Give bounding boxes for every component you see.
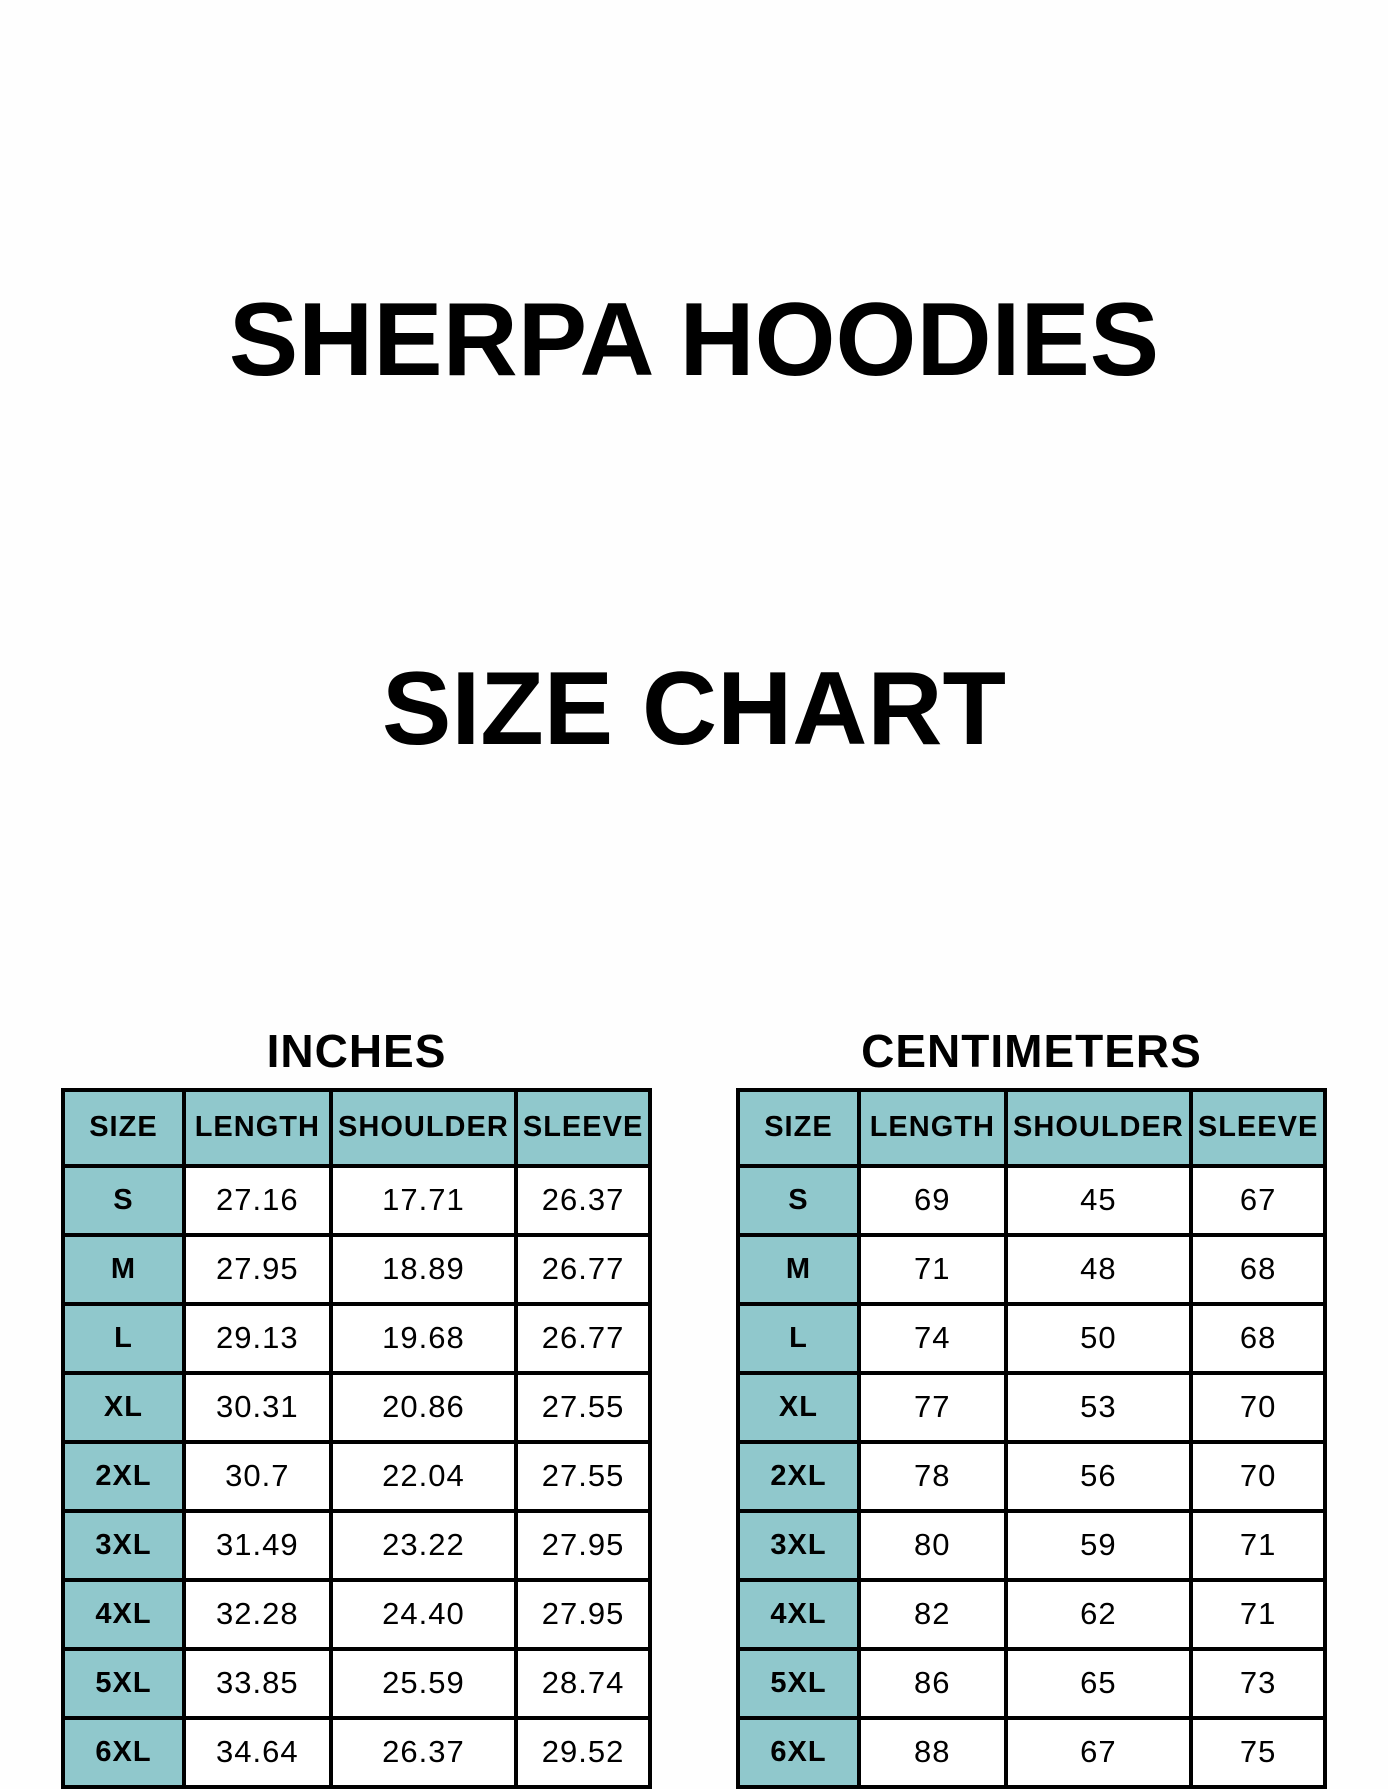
table-row-4xl xyxy=(63,1580,650,1649)
inches-table xyxy=(61,1088,652,1789)
page-title-line2: SIZE CHART xyxy=(382,650,1006,767)
table-row-m xyxy=(738,1235,1325,1304)
column-header-shoulder: SHOULDER xyxy=(331,1090,516,1166)
value-cell: 19.68 xyxy=(331,1304,516,1373)
value-cell: 26.77 xyxy=(516,1304,650,1373)
value-cell: 50 xyxy=(1006,1304,1191,1373)
value-cell: 27.55 xyxy=(516,1442,650,1511)
table-row-s xyxy=(738,1166,1325,1235)
column-header-sleeve: SLEEVE xyxy=(516,1090,650,1166)
value-cell: 62 xyxy=(1006,1580,1191,1649)
value-cell: 32.28 xyxy=(184,1580,331,1649)
size-cell: XL xyxy=(63,1373,184,1442)
value-cell: 30.7 xyxy=(184,1442,331,1511)
value-cell: 33.85 xyxy=(184,1649,331,1718)
value-cell: 17.71 xyxy=(331,1166,516,1235)
value-cell: 27.16 xyxy=(184,1166,331,1235)
centimeters-label: CENTIMETERS xyxy=(861,1024,1202,1077)
table-row-6xl xyxy=(63,1718,650,1787)
value-cell: 88 xyxy=(859,1718,1006,1787)
value-cell: 70 xyxy=(1191,1442,1325,1511)
inches-label: INCHES xyxy=(266,1024,447,1077)
size-cell: 3XL xyxy=(738,1511,859,1580)
value-cell: 80 xyxy=(859,1511,1006,1580)
header-row xyxy=(738,1090,1325,1166)
size-cell: 5XL xyxy=(738,1649,859,1718)
table-row-5xl xyxy=(738,1649,1325,1718)
column-header-size: SIZE xyxy=(738,1090,859,1166)
table-row-6xl xyxy=(738,1718,1325,1787)
column-header-length: LENGTH xyxy=(184,1090,331,1166)
size-cell: 6XL xyxy=(63,1718,184,1787)
value-cell: 59 xyxy=(1006,1511,1191,1580)
table-row-m xyxy=(63,1235,650,1304)
size-cell: XL xyxy=(738,1373,859,1442)
value-cell: 31.49 xyxy=(184,1511,331,1580)
size-cell: S xyxy=(63,1166,184,1235)
size-cell: L xyxy=(738,1304,859,1373)
value-cell: 20.86 xyxy=(331,1373,516,1442)
value-cell: 22.04 xyxy=(331,1442,516,1511)
page-title xyxy=(0,34,1388,1016)
value-cell: 65 xyxy=(1006,1649,1191,1718)
size-cell: L xyxy=(63,1304,184,1373)
value-cell: 29.52 xyxy=(516,1718,650,1787)
centimeters-table xyxy=(736,1088,1327,1789)
table-row-xl xyxy=(63,1373,650,1442)
size-cell: 2XL xyxy=(63,1442,184,1511)
value-cell: 73 xyxy=(1191,1649,1325,1718)
table-row-l xyxy=(738,1304,1325,1373)
centimeters-section xyxy=(736,1024,1327,1789)
table-row-s xyxy=(63,1166,650,1235)
value-cell: 23.22 xyxy=(331,1511,516,1580)
table-row-l xyxy=(63,1304,650,1373)
value-cell: 30.31 xyxy=(184,1373,331,1442)
value-cell: 28.74 xyxy=(516,1649,650,1718)
size-cell: 5XL xyxy=(63,1649,184,1718)
size-cell: 6XL xyxy=(738,1718,859,1787)
value-cell: 26.77 xyxy=(516,1235,650,1304)
value-cell: 68 xyxy=(1191,1235,1325,1304)
value-cell: 69 xyxy=(859,1166,1006,1235)
value-cell: 77 xyxy=(859,1373,1006,1442)
header-row xyxy=(63,1090,650,1166)
size-cell: 2XL xyxy=(738,1442,859,1511)
value-cell: 56 xyxy=(1006,1442,1191,1511)
value-cell: 27.95 xyxy=(516,1511,650,1580)
value-cell: 78 xyxy=(859,1442,1006,1511)
tables-row xyxy=(0,1024,1388,1789)
table-row-2xl xyxy=(63,1442,650,1511)
value-cell: 82 xyxy=(859,1580,1006,1649)
table-row-3xl xyxy=(738,1511,1325,1580)
page-title-line1: SHERPA HOODIES xyxy=(228,282,1160,399)
value-cell: 27.55 xyxy=(516,1373,650,1442)
value-cell: 70 xyxy=(1191,1373,1325,1442)
value-cell: 74 xyxy=(859,1304,1006,1373)
table-row-4xl xyxy=(738,1580,1325,1649)
value-cell: 71 xyxy=(859,1235,1006,1304)
value-cell: 48 xyxy=(1006,1235,1191,1304)
table-row-5xl xyxy=(63,1649,650,1718)
value-cell: 18.89 xyxy=(331,1235,516,1304)
value-cell: 25.59 xyxy=(331,1649,516,1718)
value-cell: 26.37 xyxy=(331,1718,516,1787)
value-cell: 29.13 xyxy=(184,1304,331,1373)
table-row-xl xyxy=(738,1373,1325,1442)
column-header-length: LENGTH xyxy=(859,1090,1006,1166)
value-cell: 26.37 xyxy=(516,1166,650,1235)
value-cell: 53 xyxy=(1006,1373,1191,1442)
inches-section xyxy=(61,1024,652,1789)
table-row-3xl xyxy=(63,1511,650,1580)
column-header-sleeve: SLEEVE xyxy=(1191,1090,1325,1166)
value-cell: 67 xyxy=(1191,1166,1325,1235)
size-cell: S xyxy=(738,1166,859,1235)
column-header-shoulder: SHOULDER xyxy=(1006,1090,1191,1166)
value-cell: 27.95 xyxy=(516,1580,650,1649)
value-cell: 71 xyxy=(1191,1580,1325,1649)
value-cell: 71 xyxy=(1191,1511,1325,1580)
size-cell: M xyxy=(63,1235,184,1304)
value-cell: 86 xyxy=(859,1649,1006,1718)
column-header-size: SIZE xyxy=(63,1090,184,1166)
size-cell: 4XL xyxy=(63,1580,184,1649)
size-cell: M xyxy=(738,1235,859,1304)
value-cell: 45 xyxy=(1006,1166,1191,1235)
table-row-2xl xyxy=(738,1442,1325,1511)
value-cell: 67 xyxy=(1006,1718,1191,1787)
value-cell: 68 xyxy=(1191,1304,1325,1373)
size-cell: 4XL xyxy=(738,1580,859,1649)
size-cell: 3XL xyxy=(63,1511,184,1580)
value-cell: 27.95 xyxy=(184,1235,331,1304)
value-cell: 34.64 xyxy=(184,1718,331,1787)
value-cell: 75 xyxy=(1191,1718,1325,1787)
value-cell: 24.40 xyxy=(331,1580,516,1649)
